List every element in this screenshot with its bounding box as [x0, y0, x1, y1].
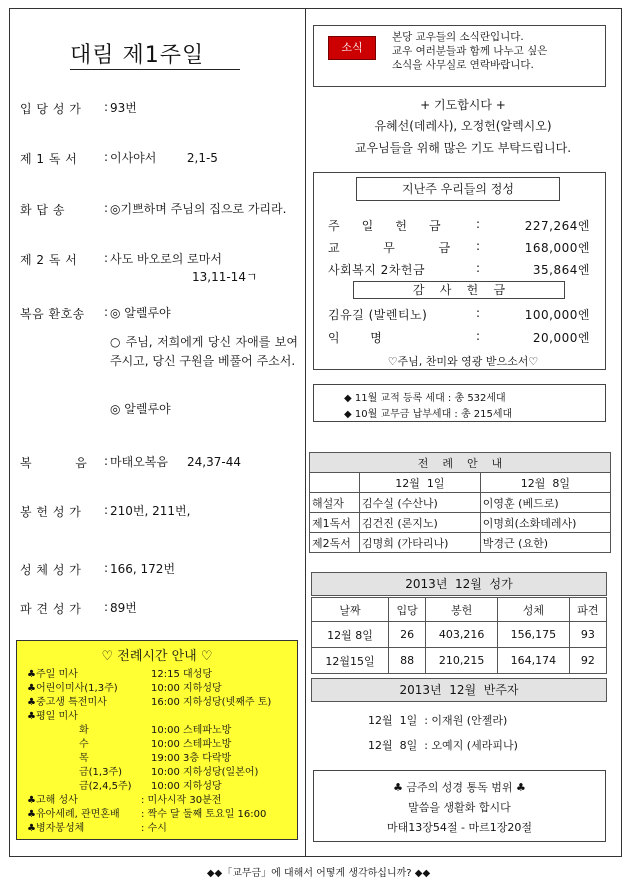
reading-line2: 마태13장54절 - 마르1장20절: [387, 821, 532, 834]
prayer-heading: + 기도합시다 +: [420, 98, 506, 112]
mass-time-value: 10:00 지하성당: [151, 781, 222, 792]
registration-line: ◆ 10월 교무금 납부세대 : 총 215세대: [344, 409, 513, 420]
acclamation-verse: ○ 주님, 저희에게 당신 자애를 보여 주시고, 당신 구원을 베풀어 주소서.: [110, 335, 298, 368]
mass-time-name: ♣유아세례, 관면혼배: [27, 809, 120, 820]
liturgy-cell: 김건진 (론지노): [360, 513, 481, 533]
order-label-acclamation: 복음 환호송: [20, 307, 85, 321]
thanks-label: 김유길 (발렌티노): [328, 308, 428, 322]
mass-times-box: [16, 640, 298, 840]
hymn-cell: 92: [569, 648, 606, 674]
thanks-amount: 20,000엔: [532, 331, 590, 345]
reading-heading: ♣ 금주의 성경 통독 범위 ♣: [393, 781, 526, 794]
hymn-cell: 12월15일: [312, 648, 389, 674]
mass-time-value: 10:00 지하성당: [151, 683, 222, 694]
order-label-gospel: 복 음: [20, 456, 88, 470]
mass-time-value: : 짝수 달 둘째 토요일 16:00: [141, 809, 267, 820]
hymn-col: 성체: [497, 598, 569, 622]
order-label-reading2: 제 2 독 서: [20, 253, 78, 267]
registration-box: [313, 384, 606, 422]
hymn-col: 날짜: [312, 598, 389, 622]
mass-time-name: ♣평일 미사: [27, 711, 78, 722]
offering-amount: 227,264엔: [524, 219, 590, 233]
notice-text: [392, 30, 602, 72]
liturgy-heading: 전 례 안 내: [310, 453, 611, 473]
mass-time-name: ♣병자봉성체: [27, 823, 85, 834]
order-label-entrance: 입 당 성 가: [20, 102, 82, 116]
hymn-heading: 2013년 12월 성가: [311, 572, 607, 596]
hymn-cell: 93: [569, 622, 606, 648]
mass-times-heading: ♡ 전례시간 안내 ♡: [101, 649, 213, 664]
offering-amount: 168,000엔: [524, 241, 590, 255]
reading-box: [313, 770, 606, 842]
offering-box: 주 일 헌 금 : 227,264엔 교 무 금 : 168,000엔 사회복지 2차헌금 : 35,864엔 김유길 (발렌티노) : 100,000엔 익 명 : 20,000엔: [313, 172, 606, 370]
hymn-cell: 26: [389, 622, 426, 648]
page-title: 대림 제1주일: [70, 43, 205, 68]
prayer-names: 유혜선(데레사), 오정헌(알렉시오): [374, 119, 552, 133]
thanks-heading: 감 사 헌 금: [353, 281, 565, 299]
order-label-offertory: 봉 헌 성 가: [20, 505, 82, 519]
prayer-request: 교우님들을 위해 많은 기도 부탁드립니다.: [354, 141, 572, 155]
mass-time-name: ♣주일 미사: [27, 669, 78, 680]
mass-time-name: 금(1,3주): [79, 767, 123, 778]
liturgy-date: 12월 1일: [360, 473, 481, 493]
registration-line: ◆ 11월 교적 등록 세대 : 총 532세대: [344, 393, 506, 404]
liturgy-table: [309, 452, 611, 553]
hymn-col: 입당: [389, 598, 426, 622]
order-value-offertory: 210번, 211번,: [110, 504, 191, 518]
mass-time-value: : 미사시작 30분전: [141, 795, 222, 806]
title-underline: [70, 69, 240, 70]
mass-time-name: ♣어린이미사(1,3주): [27, 683, 118, 694]
notice-box: [313, 25, 606, 87]
mass-time-name: 목: [79, 753, 89, 764]
order-value-communion: 166, 172번: [110, 562, 176, 576]
mass-time-name: 금(2,4,5주): [79, 781, 132, 792]
hymn-cell: 164,174: [497, 648, 569, 674]
thanks-label: 익 명: [328, 331, 383, 345]
altar-row: 12월 1일 : 이재원 (안젤라): [368, 714, 508, 727]
mass-time-name: 수: [79, 739, 89, 750]
liturgy-cell: 박경근 (요한): [480, 533, 610, 553]
hymn-cell: 210,215: [426, 648, 498, 674]
mass-time-value: 10:00 지하성당(일본어): [151, 767, 259, 778]
offering-label: 주 일 헌 금: [328, 219, 442, 233]
offering-blessing: ♡주님, 찬미와 영광 받으소서♡: [387, 355, 539, 368]
hymn-cell: 88: [389, 648, 426, 674]
liturgy-date: 12월 8일: [480, 473, 610, 493]
liturgy-role: 해설자: [310, 493, 360, 513]
mass-time-value: : 수시: [141, 823, 167, 834]
notice-line: 교우 여러분들과 함께 나누고 싶은: [392, 45, 548, 57]
altar-row: 12월 8일 : 오예지 (세라피나): [368, 739, 518, 752]
order-value-psalm: ◎기쁘하며 주님의 집으로 가리라.: [110, 202, 287, 216]
hymn-table: [311, 597, 607, 674]
order-label-reading1: 제 1 독 서: [20, 152, 78, 166]
hymn-cell: 12월 8일: [312, 622, 389, 648]
notice-line: 소식을 사무실로 연락바랍니다.: [392, 59, 534, 71]
liturgy-cell: 김수실 (수산나): [360, 493, 481, 513]
liturgy-cell: 이영훈 (베드로): [480, 493, 610, 513]
offering-label: 교 무 금: [328, 241, 451, 255]
column-divider: [305, 8, 306, 857]
order-value-acclamation: ◎ 알렐루야: [110, 306, 171, 320]
mass-time-value: 10:00 스테파노방: [151, 725, 232, 736]
footer-text: ◆◆「교무금」에 대해서 어떻게 생각하십니까? ◆◆: [206, 868, 431, 879]
mass-time-name: 화: [79, 725, 89, 736]
order-value-reading2-ref: 13,11-14ㄱ: [192, 270, 258, 284]
mass-time-value: 12:15 대성당: [151, 669, 212, 680]
order-label-recessional: 파 견 성 가: [20, 602, 82, 616]
offering-label: 사회복지 2차헌금: [328, 263, 426, 277]
altar-heading: 2013년 12월 반주자: [311, 678, 607, 702]
liturgy-role: 제1독서: [310, 513, 360, 533]
offering-heading: 지난주 우리들의 정성: [356, 177, 560, 201]
order-label-communion: 성 체 성 가: [20, 563, 82, 577]
liturgy-role: 제2독서: [310, 533, 360, 553]
order-value-reading2: 사도 바오로의 로마서: [110, 252, 222, 266]
hymn-cell: 156,175: [497, 622, 569, 648]
acclamation-end: ◎ 알렐루야: [110, 402, 171, 416]
mass-time-name: ♣고해 성사: [27, 795, 78, 806]
liturgy-cell: 김명희 (가타리나): [360, 533, 481, 553]
mass-time-value: 10:00 스테파노방: [151, 739, 232, 750]
order-value-recessional: 89번: [110, 601, 137, 615]
mass-time-value: 19:00 3층 다락방: [151, 753, 232, 764]
order-label-psalm: 화 답 송: [20, 203, 65, 217]
notice-line: 본당 교우들의 소식란입니다.: [392, 31, 524, 43]
offering-amount: 35,864엔: [532, 263, 590, 277]
order-value-reading1: 이사야서 2,1-5: [110, 151, 218, 165]
reading-line1: 말씀을 생활화 합시다: [408, 801, 511, 814]
notice-logo: 소식: [328, 36, 376, 60]
mass-time-value: 16:00 지하성당(넷째주 토): [151, 697, 272, 708]
hymn-col: 봉헌: [426, 598, 498, 622]
mass-time-name: ♣중고생 특전미사: [27, 697, 107, 708]
hymn-col: 파견: [569, 598, 606, 622]
liturgy-cell: 이명희(소화데레사): [480, 513, 610, 533]
thanks-amount: 100,000엔: [524, 308, 590, 322]
order-value-gospel: 마태오복음 24,37-44: [110, 455, 241, 469]
hymn-cell: 403,216: [426, 622, 498, 648]
order-value-entrance: 93번: [110, 101, 137, 115]
